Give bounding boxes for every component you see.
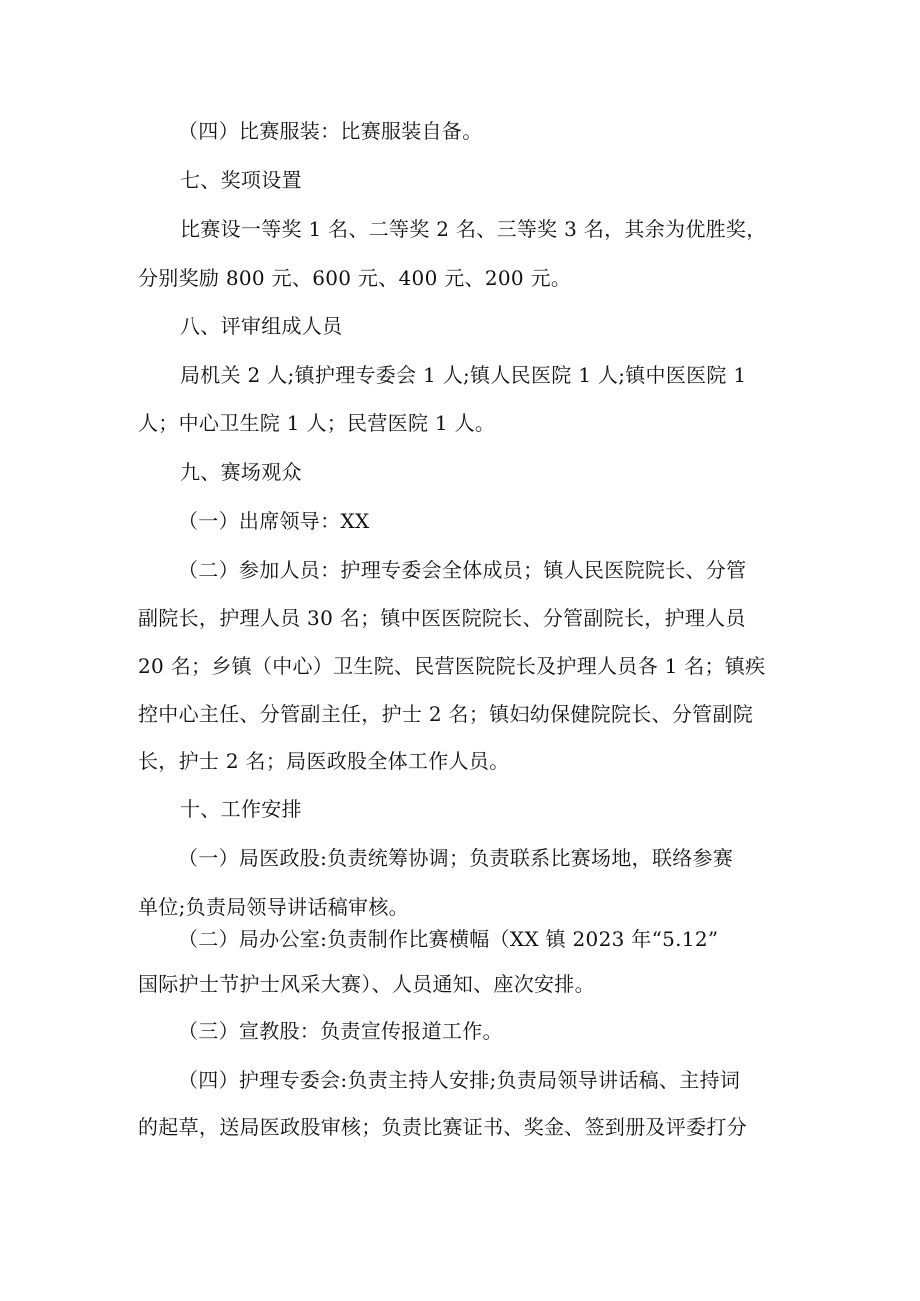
paragraph-line: 控中心主任、分管副主任，护士 2 名；镇妇幼保健院院长、分管副院 [138, 702, 754, 726]
section-heading: 十、工作安排 [180, 797, 302, 821]
paragraph-line: 分别奖励 800 元、600 元、400 元、200 元。 [138, 266, 572, 290]
section-heading: 九、赛场观众 [180, 460, 302, 484]
paragraph-line: （四）比赛服装：比赛服装自备。 [178, 119, 483, 143]
paragraph-line: （一）局医政股:负责统筹协调；负责联系比赛场地，联络参赛 [178, 846, 734, 870]
paragraph-line: （二）局办公室:负责制作比赛横幅（XX 镇 2023 年“5.12” [178, 927, 719, 951]
paragraph-line: 20 名；乡镇（中心）卫生院、民营医院院长及护理人员各 1 名；镇疾 [138, 654, 766, 678]
paragraph-line: 单位;负责局领导讲话稿审核。 [138, 895, 409, 919]
paragraph-line: （二）参加人员：护理专委会全体成员；镇人民医院院长、分管 [178, 558, 747, 582]
paragraph-line: （四）护理专委会:负责主持人安排;负责局领导讲话稿、主持词 [178, 1068, 741, 1092]
paragraph-line: 国际护士节护士风采大赛）、人员通知、座次安排。 [138, 972, 595, 996]
paragraph-line: 人；中心卫生院 1 人；民营医院 1 人。 [138, 411, 496, 435]
paragraph-line: （一）出席领导：XX [178, 509, 370, 533]
paragraph-line: （三）宣教股：负责宣传报道工作。 [178, 1019, 503, 1043]
paragraph-line: 长，护士 2 名；局医政股全体工作人员。 [138, 749, 510, 773]
section-heading: 八、评审组成人员 [180, 314, 343, 338]
paragraph-line: 局机关 2 人;镇护理专委会 1 人;镇人民医院 1 人;镇中医医院 1 [180, 363, 747, 387]
section-heading: 七、奖项设置 [180, 168, 302, 192]
paragraph-line: 的起草，送局医政股审核；负责比赛证书、奖金、签到册及评委打分 [138, 1115, 747, 1139]
paragraph-line: 副院长，护理人员 30 名；镇中医医院院长、分管副院长，护理人员 [138, 606, 746, 630]
paragraph-line: 比赛设一等奖 1 名、二等奖 2 名、三等奖 3 名，其余为优胜奖， [180, 217, 767, 241]
